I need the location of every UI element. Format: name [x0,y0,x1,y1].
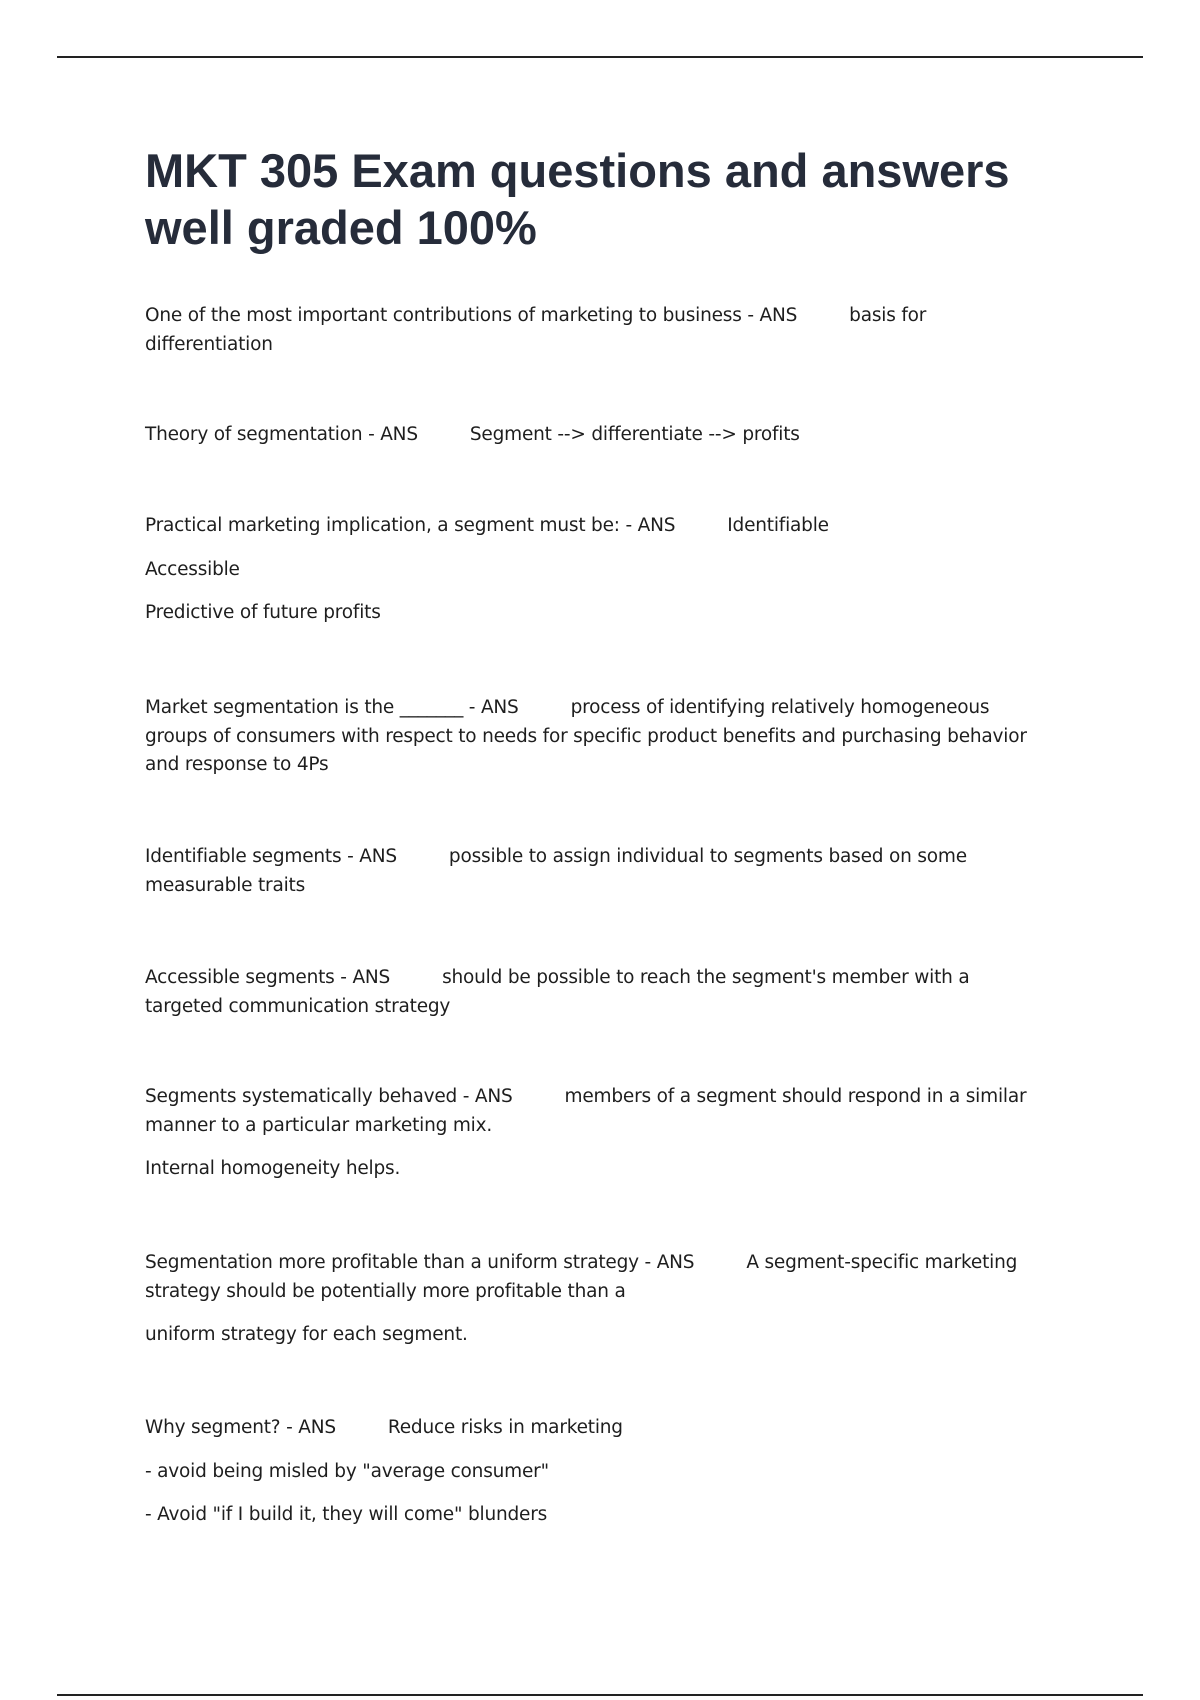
answer: should be possible to reach the segment's member with a targeted communication strategy [145,967,970,1017]
answer: Identifiable [727,515,829,536]
question: One of the most important contributions of marketing to business - ANS [145,305,798,326]
question: Segmentation more profitable than a uniform strategy - ANS [145,1252,695,1273]
answer-line: - Avoid "if I build it, they will come" blunders [145,1504,548,1525]
answer-line: Predictive of future profits [145,602,381,623]
question: Identifiable segments - ANS [145,846,397,867]
answer: basis for differentiation [145,305,927,355]
question: Theory of segmentation - ANS [145,424,418,445]
answer: members of a segment should respond in a similar manner to a particular marketing mix. [145,1086,1027,1136]
qa-text [145,843,1045,900]
qa-item-5 [145,843,1045,900]
qa-item-6 [145,964,1045,1021]
qa-item-9 [145,1414,1045,1530]
question: Market segmentation is the _______ - ANS [145,697,519,718]
question: Accessible segments - ANS [145,967,391,988]
answer-line: Internal homogeneity helps. [145,1158,401,1179]
qa-item-7 [145,1083,1045,1184]
answer-line: - avoid being misled by "average consumer" [145,1460,549,1482]
qa-text [145,694,1045,780]
document-title: MKT 305 Exam questions and answers well graded 100% [145,144,1010,254]
qa-text [145,1414,1045,1443]
qa-item-2 [145,421,1045,450]
qa-item-4 [145,694,1045,780]
answer: possible to assign individual to segments based on some measurable traits [145,846,967,896]
answer-line: uniform strategy for each segment. [145,1324,468,1345]
question: Practical marketing implication, a segment must be: - ANS [145,515,676,536]
answer: Segment --> differentiate --> profits [469,424,800,445]
qa-text [145,512,1045,541]
answer: process of identifying relatively homogeneous groups of consumers with respect to needs for specific product benefits and purchasing behavior and response to 4Ps [145,697,1027,775]
bottom-rule [57,1694,1143,1696]
top-rule [57,56,1143,58]
answer: A segment-specific marketing strategy should be potentially more profitable than a [145,1252,1018,1302]
qa-item-1 [145,302,1045,359]
qa-text [145,1249,1045,1306]
qa-text [145,964,1045,1021]
answer-line: Accessible [145,558,240,580]
qa-item-3 [145,512,1045,628]
question: Segments systematically behaved - ANS [145,1086,513,1107]
qa-item-8 [145,1249,1045,1350]
qa-text [145,1083,1045,1140]
question: Why segment? - ANS [145,1417,336,1438]
qa-text [145,302,1045,359]
answer: Reduce risks in marketing [387,1417,623,1438]
qa-text [145,421,1045,450]
